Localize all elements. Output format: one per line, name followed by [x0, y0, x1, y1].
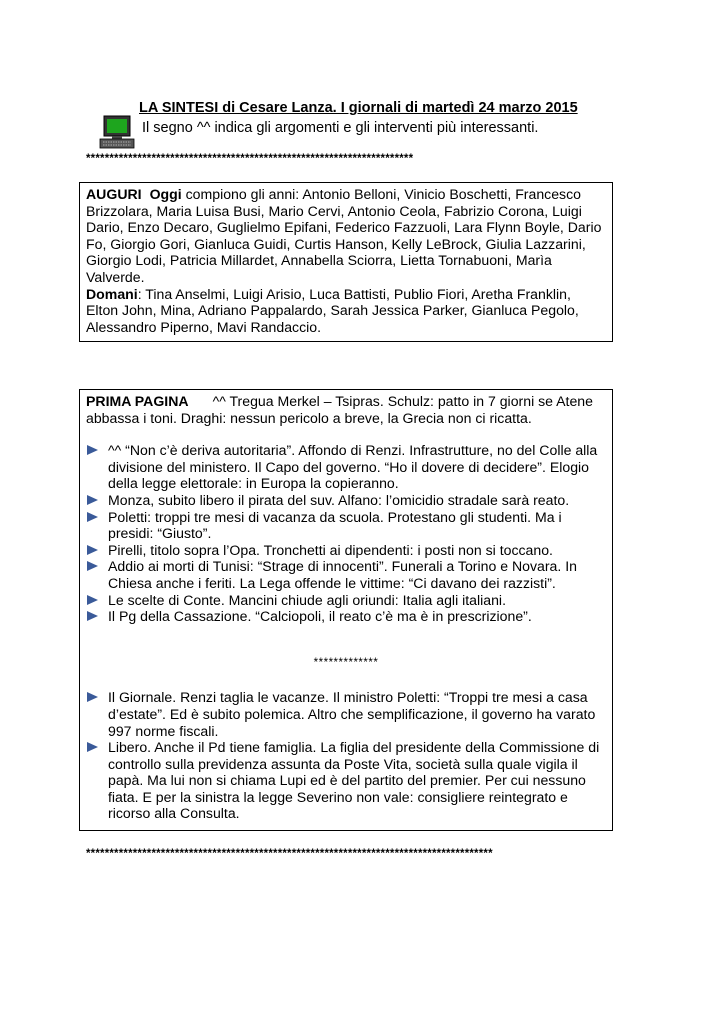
separator-bottom: *************************************************************************************** [86, 848, 493, 860]
list-item: Poletti: troppi tre mesi di vacanza da scuola. Protestano gli studenti. Ma i presidi: “Giusto”. [86, 509, 606, 542]
separator-top: ********************************************************************** [86, 153, 414, 165]
prima-pagina-intro-paragraph [86, 393, 606, 426]
bullet-arrow-icon [87, 512, 98, 522]
oggi-text: compiono gli anni: Antonio Belloni, Vinicio Boschetti, Francesco Brizzolara, Maria Luisa Busi, Mario Cervi, Antonio Ceola, Fabrizio Corona, Luigi Dario, Enzo Decaro, Guglielmo Epifani, Federico Fazzuoli, Lara Flynn Boyle, Dario Fo, Giorgio Gori, Gianluca Guidi, Curtis Hanson, Kelly LeBrock, Giulia Lazzarini, Giorgio Lodi, Patricia Millardet, Annabella Sciorra, Lietta Tornabuoni, Marìa Valverde. [86, 186, 602, 285]
prima-pagina-label: PRIMA PAGINA [86, 393, 189, 409]
bullet-arrow-icon [87, 561, 98, 571]
bullet-arrow-icon [87, 692, 98, 702]
bullet-arrow-icon [87, 495, 98, 505]
list-item: Il Giornale. Renzi taglia le vacanze. Il ministro Poletti: “Troppi tre mesi a casa d’estate”. Ed è subito polemica. Altro che semplificazione, il governo ha varato 997 norme fiscali. [86, 689, 606, 739]
auguri-domani-paragraph [86, 286, 606, 336]
list-item: Pirelli, titolo sopra l’Opa. Tronchetti ai dipendenti: i posti non si toccano. [86, 542, 606, 559]
page-title: LA SINTESI di Cesare Lanza. I giornali di martedì 24 marzo 2015 [139, 100, 578, 116]
prima-pagina-intro: ^^ Tregua Merkel – Tsipras. Schulz: patto in 7 giorni se Atene abbassa i toni. Draghi: nessun pericolo a breve, la Grecia non ci ricatta. [86, 393, 593, 426]
list-item: Monza, subito libero il pirata del suv. Alfano: l’omicidio stradale sarà reato. [86, 492, 606, 509]
news-list-secondary [86, 689, 606, 822]
list-item: Addio ai morti di Tunisi: “Strage di innocenti”. Funerali a Torino e Novara. In Chiesa anche i feriti. La Lega offende le vittime: “Ci davano dei razzisti”. [86, 558, 606, 591]
bullet-arrow-icon [87, 445, 98, 455]
list-item: ^^ “Non c’è deriva autoritaria”. Affondo di Renzi. Infrastrutture, no del Colle alla divisione del ministero. Il Capo del governo. “Ho il dovere di decidere”. Elogio della legge elettorale: in Europa la copieranno. [86, 442, 606, 492]
auguri-label: AUGURI [86, 186, 142, 202]
section-divider: ************* [313, 656, 379, 669]
oggi-label: Oggi [149, 186, 182, 202]
prima-pagina-box [79, 389, 613, 831]
list-item: Le scelte di Conte. Mancini chiude agli oriundi: Italia agli italiani. [86, 592, 606, 609]
domani-text: : Tina Anselmi, Luigi Arisio, Luca Battisti, Publio Fiori, Aretha Franklin, Elton John, Mina, Adriano Pappalardo, Sarah Jessica Parker, Gianluca Pegolo, Alessandro Piperno, Mavi Randaccio. [86, 285, 579, 335]
news-list [86, 442, 606, 625]
bullet-arrow-icon [87, 611, 98, 621]
auguri-box [79, 182, 613, 342]
computer-icon [98, 115, 138, 151]
bullet-arrow-icon [87, 595, 98, 605]
domani-label: Domani [86, 285, 138, 302]
page-subtitle: Il segno ^^ indica gli argomenti e gli interventi più interessanti. [142, 120, 539, 136]
list-item: Libero. Anche il Pd tiene famiglia. La figlia del presidente della Commissione di controllo sulla previdenza assunta da Poste Vita, società sulla quale vigila il papà. Ma lui non si chiama Lupi ed è del partito del premier. Per cui nessuno fiata. E per la sinistra la legge Severino non vale: consigliere reintegrato e ricorso alla Consulta. [86, 739, 606, 822]
list-item: Il Pg della Cassazione. “Calciopoli, il reato c’è ma è in prescrizione”. [86, 608, 606, 625]
bullet-arrow-icon [87, 545, 98, 555]
auguri-oggi-paragraph [86, 186, 606, 286]
bullet-arrow-icon [87, 742, 98, 752]
